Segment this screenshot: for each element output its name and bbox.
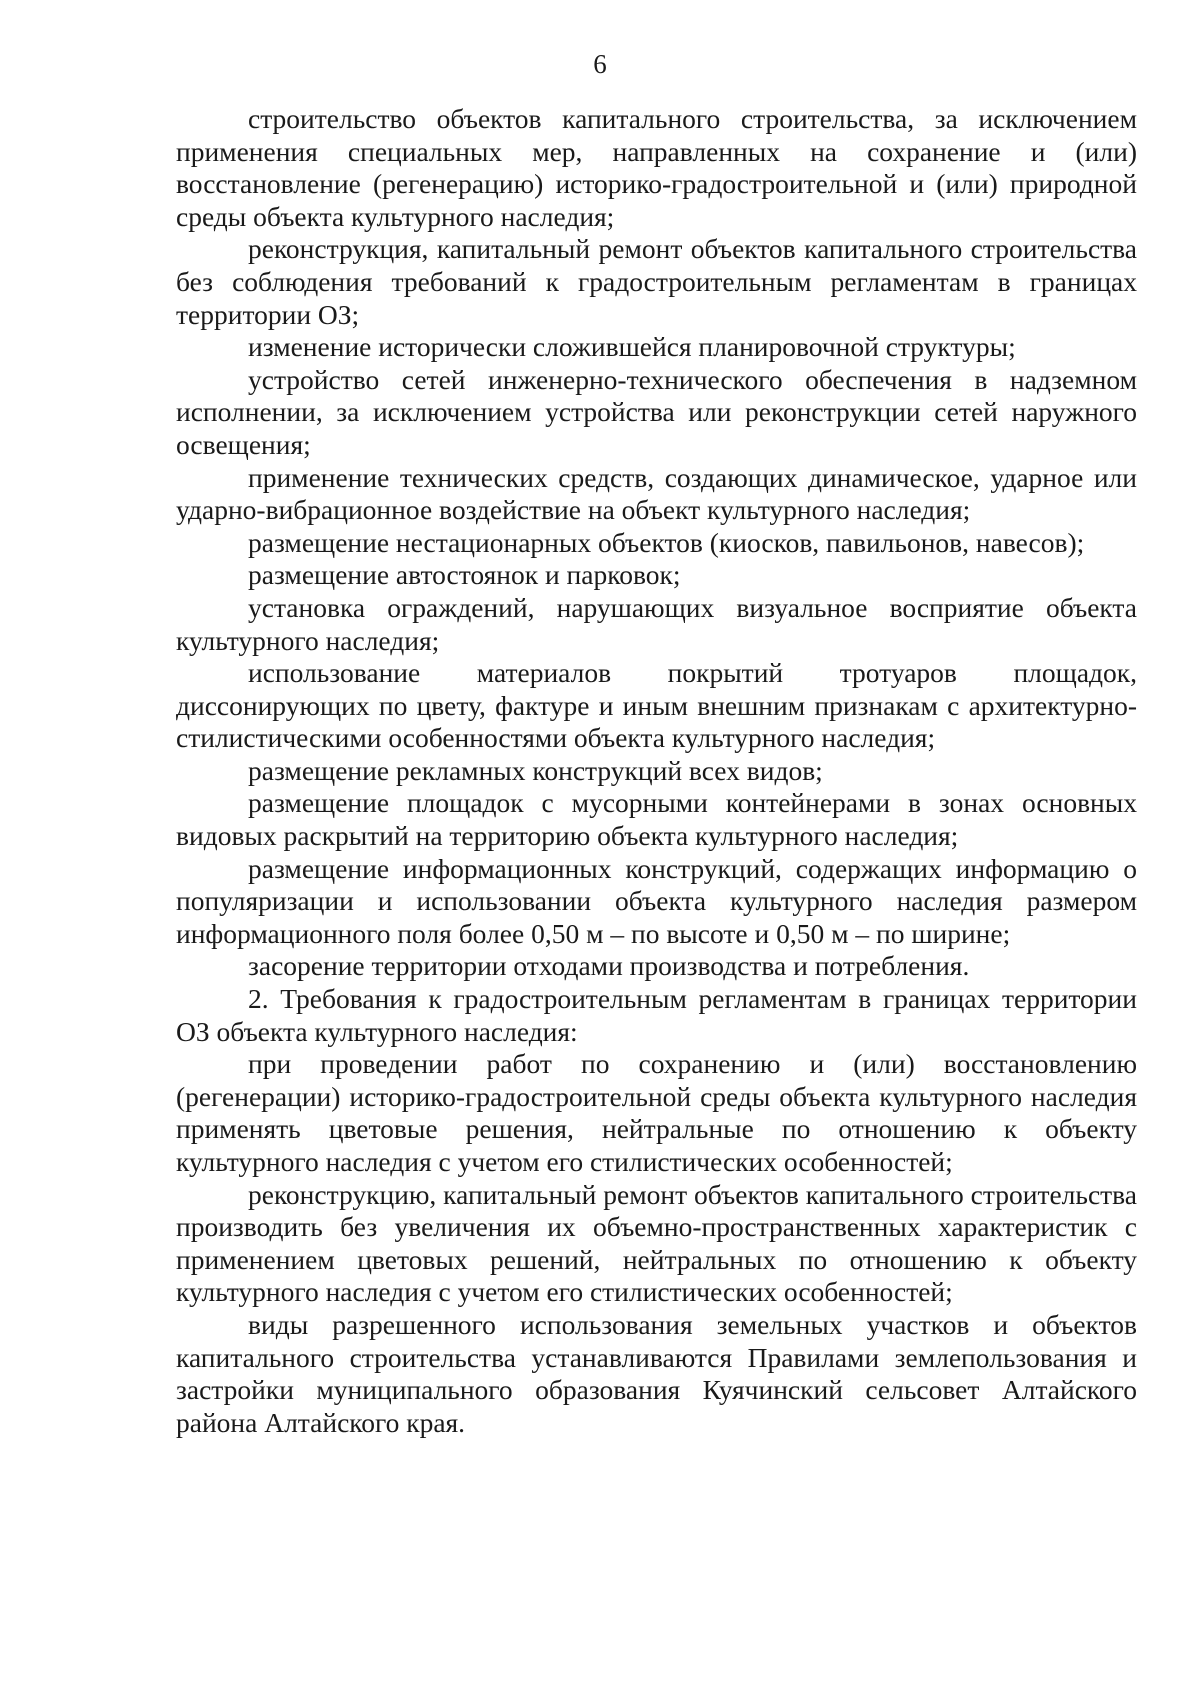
paragraph-advertising: размещение рекламных конструкций всех видов; [248,754,823,786]
page-number: 6 [593,49,607,79]
paragraph-capital-construction: строительство объектов капитального строительства, за исключением применения специальных мер, направленных на сохранение и (или) восстановление (регенерацию) историко-градостроительной и (или) природной среды объекта культурного наследия; [176,103,1137,232]
document-body [176,103,1137,1439]
paragraph-technical-means: применение технических средств, создающих динамическое, ударное или ударно-вибрационное воздействие на объект культурного наследия; [176,461,1137,526]
paragraph-reconstruction-requirements: реконструкцию, капитальный ремонт объектов капитального строительства производить без увеличения их объемно-пространственных характеристик с применением цветовых решений, нейтральных по отношению к объекту культурного наследия с учетом его стилистических особенностей; [176,1178,1137,1308]
paragraph-information-structures: размещение информационных конструкций, содержащих информацию о популяризации и использовании объекта культурного наследия размером информационного поля более 0,50 м – по высоте и 0,50 м – по ширине; [176,852,1137,949]
paragraph-littering: засорение территории отходами производства и потребления. [248,950,970,982]
paragraph-permitted-use: виды разрешенного использования земельных участков и объектов капитального строительства устанавливаются Правилами землепользования и застройки муниципального образования Куячинский сельсовет Алтайского района Алтайского края. [176,1308,1137,1438]
paragraph-planning-structure: изменение исторически сложившейся планировочной структуры; [248,331,1016,363]
paragraph-waste-containers: размещение площадок с мусорными контейнерами в зонах основных видовых раскрытий на территорию объекта культурного наследия; [176,787,1137,852]
paragraph-parking: размещение автостоянок и парковок; [248,559,681,591]
paragraph-paving-materials: использование материалов покрытий тротуаров площадок, диссонирующих по цвету, фактуре и иным внешним признакам с архитектурно-стилистическими особенностями объекта культурного наследия; [176,657,1137,754]
paragraph-fences: установка ограждений, нарушающих визуальное восприятие объекта культурного наследия; [176,591,1137,656]
paragraph-section-2-heading: 2. Требования к градостроительным регламентам в границах территории ОЗ объекта культурного наследия: [176,983,1137,1047]
paragraph-color-solutions: при проведении работ по сохранению и (или) восстановлению (регенерации) историко-градостроительной среды объекта культурного наследия применять цветовые решения, нейтральные по отношению к объекту культурного наследия с учетом его стилистических особенностей; [176,1048,1137,1177]
paragraph-non-stationary-objects: размещение нестационарных объектов (киосков, павильонов, навесов); [248,526,1085,558]
paragraph-engineering-networks: устройство сетей инженерно-технического обеспечения в надземном исполнении, за исключением устройства или реконструкции сетей наружного освещения; [176,363,1137,460]
paragraph-reconstruction: реконструкция, капитальный ремонт объектов капитального строительства без соблюдения требований к градостроительным регламентам в границах территории ОЗ; [176,233,1137,330]
